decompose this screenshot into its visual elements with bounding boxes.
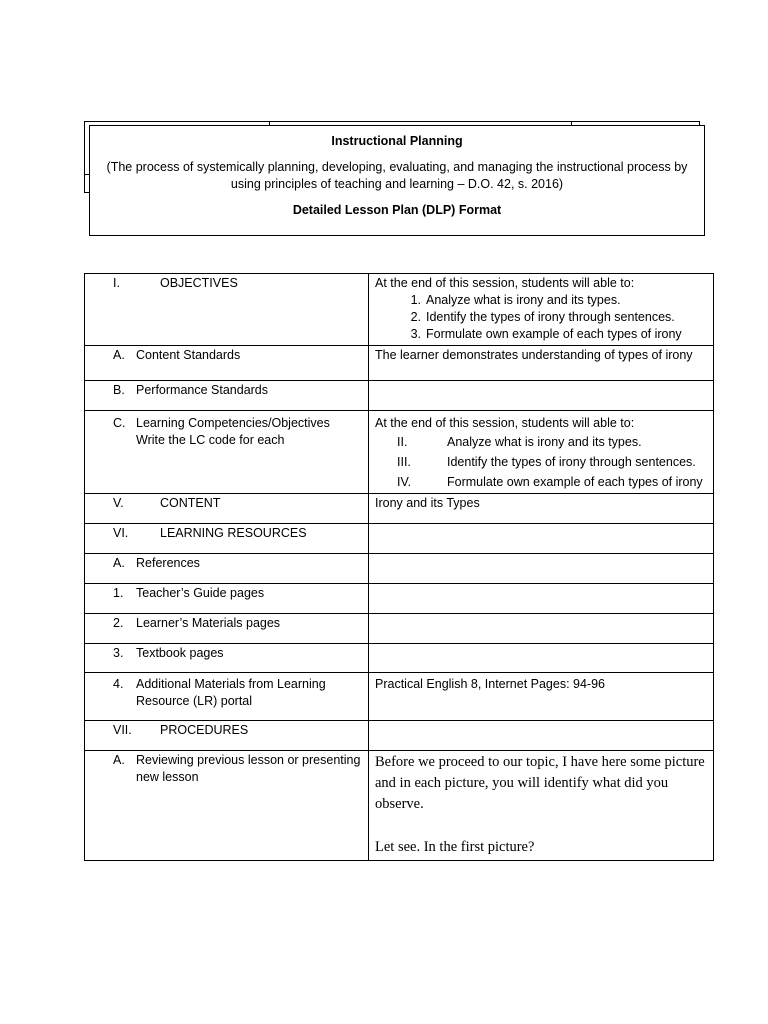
row-label: Performance Standards <box>136 383 269 397</box>
row-label: References <box>136 556 200 570</box>
row-label: Content Standards <box>136 348 241 362</box>
row-marker: A. <box>113 753 125 767</box>
table-row-procedures <box>85 721 714 751</box>
list-item-text: Analyze what is irony and its types. <box>426 293 621 307</box>
row-label-cell <box>85 614 369 644</box>
row-marker: V. <box>113 496 124 510</box>
row-value-cell <box>369 721 714 751</box>
competencies-intro: At the end of this session, students will able to: <box>375 416 635 430</box>
row-label-cell <box>85 751 369 861</box>
row-value-cell <box>369 524 714 554</box>
list-item-number: II. <box>397 435 408 449</box>
row-value-cell <box>369 614 714 644</box>
table-row-content <box>85 494 714 524</box>
row-label: PROCEDURES <box>160 723 249 737</box>
row-value-cell <box>369 381 714 411</box>
list-item-text: Identify the types of irony through sentences. <box>426 310 675 324</box>
row-label-cell <box>85 524 369 554</box>
list-item-text: Analyze what is irony and its types. <box>447 435 642 449</box>
list-item-text: Identify the types of irony through sentences. <box>447 455 696 469</box>
lesson-plan-table <box>84 273 714 861</box>
row-marker: A. <box>113 556 125 570</box>
list-item-number: IV. <box>397 475 412 489</box>
row-label: Learner’s Materials pages <box>136 616 281 630</box>
row-marker: A. <box>113 348 125 362</box>
table-row-objectives <box>85 274 714 346</box>
row-label-cell <box>85 494 369 524</box>
table-row-learning-competencies <box>85 411 714 494</box>
row-marker: I. <box>113 276 120 290</box>
row-label: Reviewing previous lesson or presenting new lesson <box>136 753 361 784</box>
row-label-cell <box>85 644 369 673</box>
list-item-text: Formulate own example of each types of irony <box>426 327 682 341</box>
table-row-references <box>85 554 714 584</box>
row-marker: 4. <box>113 677 124 691</box>
document-format: Detailed Lesson Plan (DLP) Format <box>292 203 502 217</box>
table-row-textbook <box>85 644 714 673</box>
row-marker: VII. <box>113 723 132 737</box>
row-label: OBJECTIVES <box>160 276 238 290</box>
list-item <box>375 326 707 343</box>
reviewing-paragraph: Before we proceed to our topic, I have here some picture and in each picture, you will identify what did you observe. <box>375 754 705 812</box>
row-label-cell <box>85 554 369 584</box>
row-marker: VI. <box>113 526 129 540</box>
row-label-cell <box>85 381 369 411</box>
list-item <box>375 474 707 491</box>
row-label-cell <box>85 411 369 494</box>
list-item-number: 1. <box>410 293 421 307</box>
list-item-text: Formulate own example of each types of irony <box>447 475 703 489</box>
row-label: CONTENT <box>160 496 221 510</box>
list-item <box>375 434 707 451</box>
list-item <box>375 292 707 309</box>
row-value-cell <box>369 584 714 614</box>
table-row-reviewing <box>85 751 714 861</box>
row-label-cell <box>85 673 369 721</box>
row-label: Textbook pages <box>136 646 224 660</box>
row-value-cell <box>369 554 714 584</box>
list-item <box>375 454 707 471</box>
header-box <box>89 125 705 236</box>
row-label: Teacher’s Guide pages <box>136 586 265 600</box>
table-row-additional-materials <box>85 673 714 721</box>
table-row-content-standards <box>85 346 714 381</box>
row-value-cell <box>369 644 714 673</box>
row-marker: C. <box>113 416 126 430</box>
reviewing-question: Let see. In the first picture? <box>375 839 535 855</box>
table-row-teachers-guide <box>85 584 714 614</box>
row-label-cell <box>85 346 369 381</box>
row-label: Learning Competencies/Objectives <box>136 416 330 430</box>
row-marker: 3. <box>113 646 124 660</box>
list-item <box>375 309 707 326</box>
row-marker: 1. <box>113 586 124 600</box>
row-value-cell <box>369 751 714 861</box>
row-value-cell: The learner demonstrates understanding of types of irony <box>369 346 714 381</box>
row-label-cell <box>85 721 369 751</box>
row-value-cell <box>369 411 714 494</box>
list-item-number: 3. <box>410 327 421 341</box>
row-marker: B. <box>113 383 125 397</box>
table-row-learning-resources <box>85 524 714 554</box>
row-label: LEARNING RESOURCES <box>160 526 307 540</box>
list-item-number: III. <box>397 455 411 469</box>
objectives-intro: At the end of this session, students will able to: <box>375 276 635 290</box>
row-value-cell: Irony and its Types <box>369 494 714 524</box>
row-label: Additional Materials from Learning Resource (LR) portal <box>136 677 326 708</box>
row-label-cell <box>85 274 369 346</box>
row-label-note: Write the LC code for each <box>136 433 285 447</box>
row-marker: 2. <box>113 616 124 630</box>
document-title: Instructional Planning <box>331 134 463 148</box>
document-description: (The process of systemically planning, developing, evaluating, and managing the instructional process by using principles of teaching and learning – D.O. 42, s. 2016) <box>106 160 688 191</box>
row-value-cell <box>369 274 714 346</box>
row-value-cell: Practical English 8, Internet Pages: 94-96 <box>369 673 714 721</box>
list-item-number: 2. <box>410 310 421 324</box>
table-row-learners-materials <box>85 614 714 644</box>
row-label-cell <box>85 584 369 614</box>
table-row-performance-standards <box>85 381 714 411</box>
